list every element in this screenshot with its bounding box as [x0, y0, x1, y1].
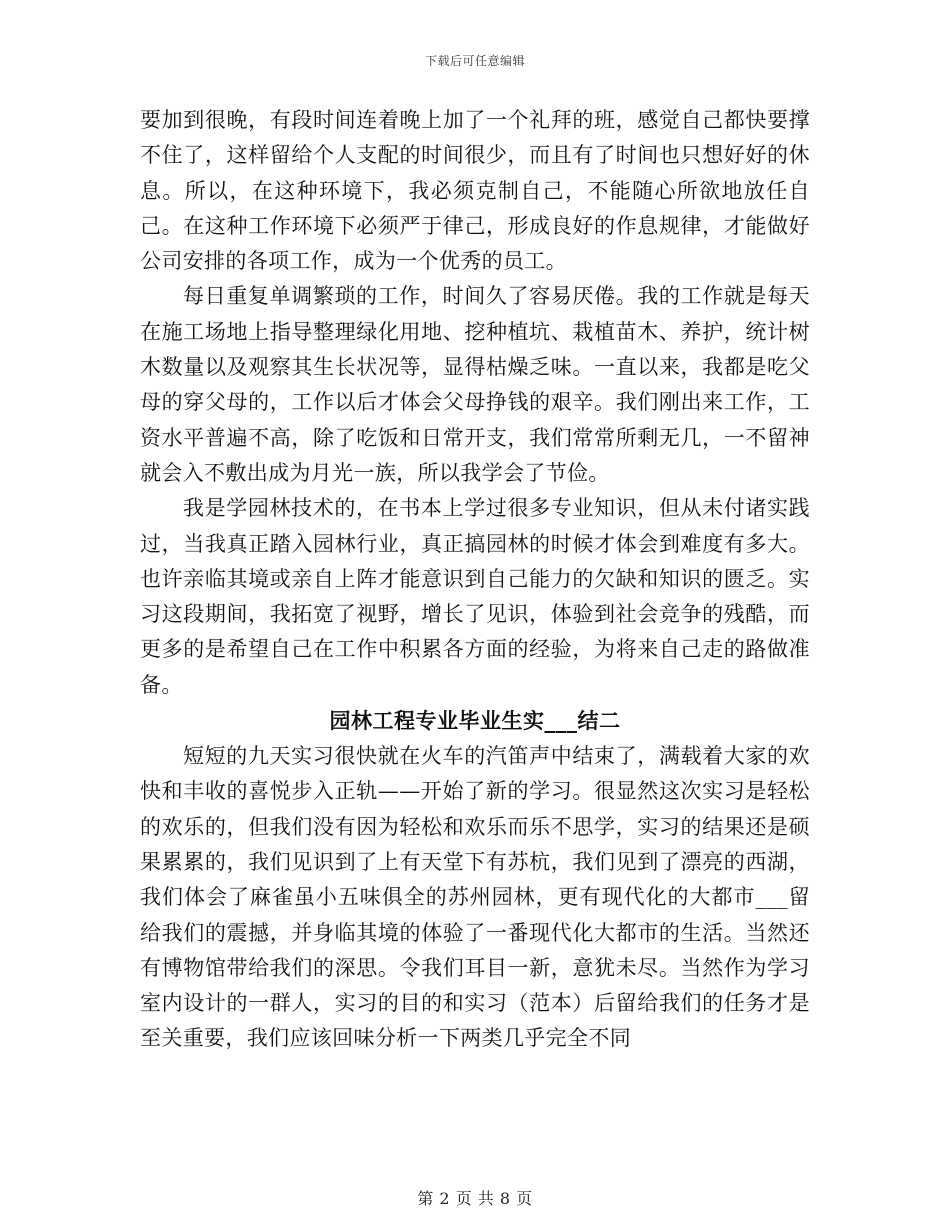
paragraph-4: 短短的九天实习很快就在火车的汽笛声中结束了，满载着大家的欢快和丰收的喜悦步入正轨——开始了新的学习。很显然这次实习是轻松的欢乐的，但我们没有因为轻松和欢乐而乐不思学，实习的结果还是硕果累累的，我们见识到了上有天堂下有苏杭，我们见到了漂亮的西湖，我们体会了麻雀虽小五味俱全的苏州园林，更有现代化的大都市___留给我们的震撼，并身临其境的体验了一番现代化大都市的生活。当然还有博物馆带给我们的深思。令我们耳目一新，意犹未尽。当然作为学习室内设计的一群人，实习的目的和实习（范本）后留给我们的任务才是至关重要，我们应该回味分析一下两类几乎完全不同 — [140, 744, 810, 1051]
paragraph-1: 要加到很晚，有段时间连着晚上加了一个礼拜的班，感觉自己都快要撑不住了，这样留给个人支配的时间很少，而且有了时间也只想好好的休息。所以，在这种环境下，我必须克制自己，不能随心所欲地放任自己。在这种工作环境下必须严于律己，形成良好的作息规律，才能做好公司安排的各项工作，成为一个优秀的员工。 — [140, 108, 810, 274]
page-header: 下载后可任意编辑 — [424, 54, 525, 68]
section-title: 园林工程专业毕业生实___结二 — [329, 708, 621, 734]
document-body — [140, 103, 810, 1057]
paragraph-3: 我是学园林技术的，在书本上学过很多专业知识，但从未付诸实践过，当我真正踏入园林行业，真正搞园林的时候才体会到难度有多大。也许亲临其境或亲自上阵才能意识到自己能力的欠缺和知识的匮乏。实习这段期间，我拓宽了视野，增长了见识，体验到社会竞争的残酷，而更多的是希望自己在工作中积累各方面的经验，为将来自己走的路做准备。 — [140, 496, 810, 697]
page-footer: 第 2 页 共 8 页 — [417, 1189, 533, 1208]
paragraph-2: 每日重复单调繁琐的工作，时间久了容易厌倦。我的工作就是每天在施工场地上指导整理绿化用地、挖种植坑、栽植苗木、养护，统计树木数量以及观察其生长状况等，显得枯燥乏味。一直以来，我都是吃父母的穿父母的，工作以后才体会父母挣钱的艰辛。我们刚出来工作，工资水平普遍不高，除了吃饭和日常开支，我们常常所剩无几，一不留神就会入不敷出成为月光一族，所以我学会了节俭。 — [140, 284, 810, 485]
